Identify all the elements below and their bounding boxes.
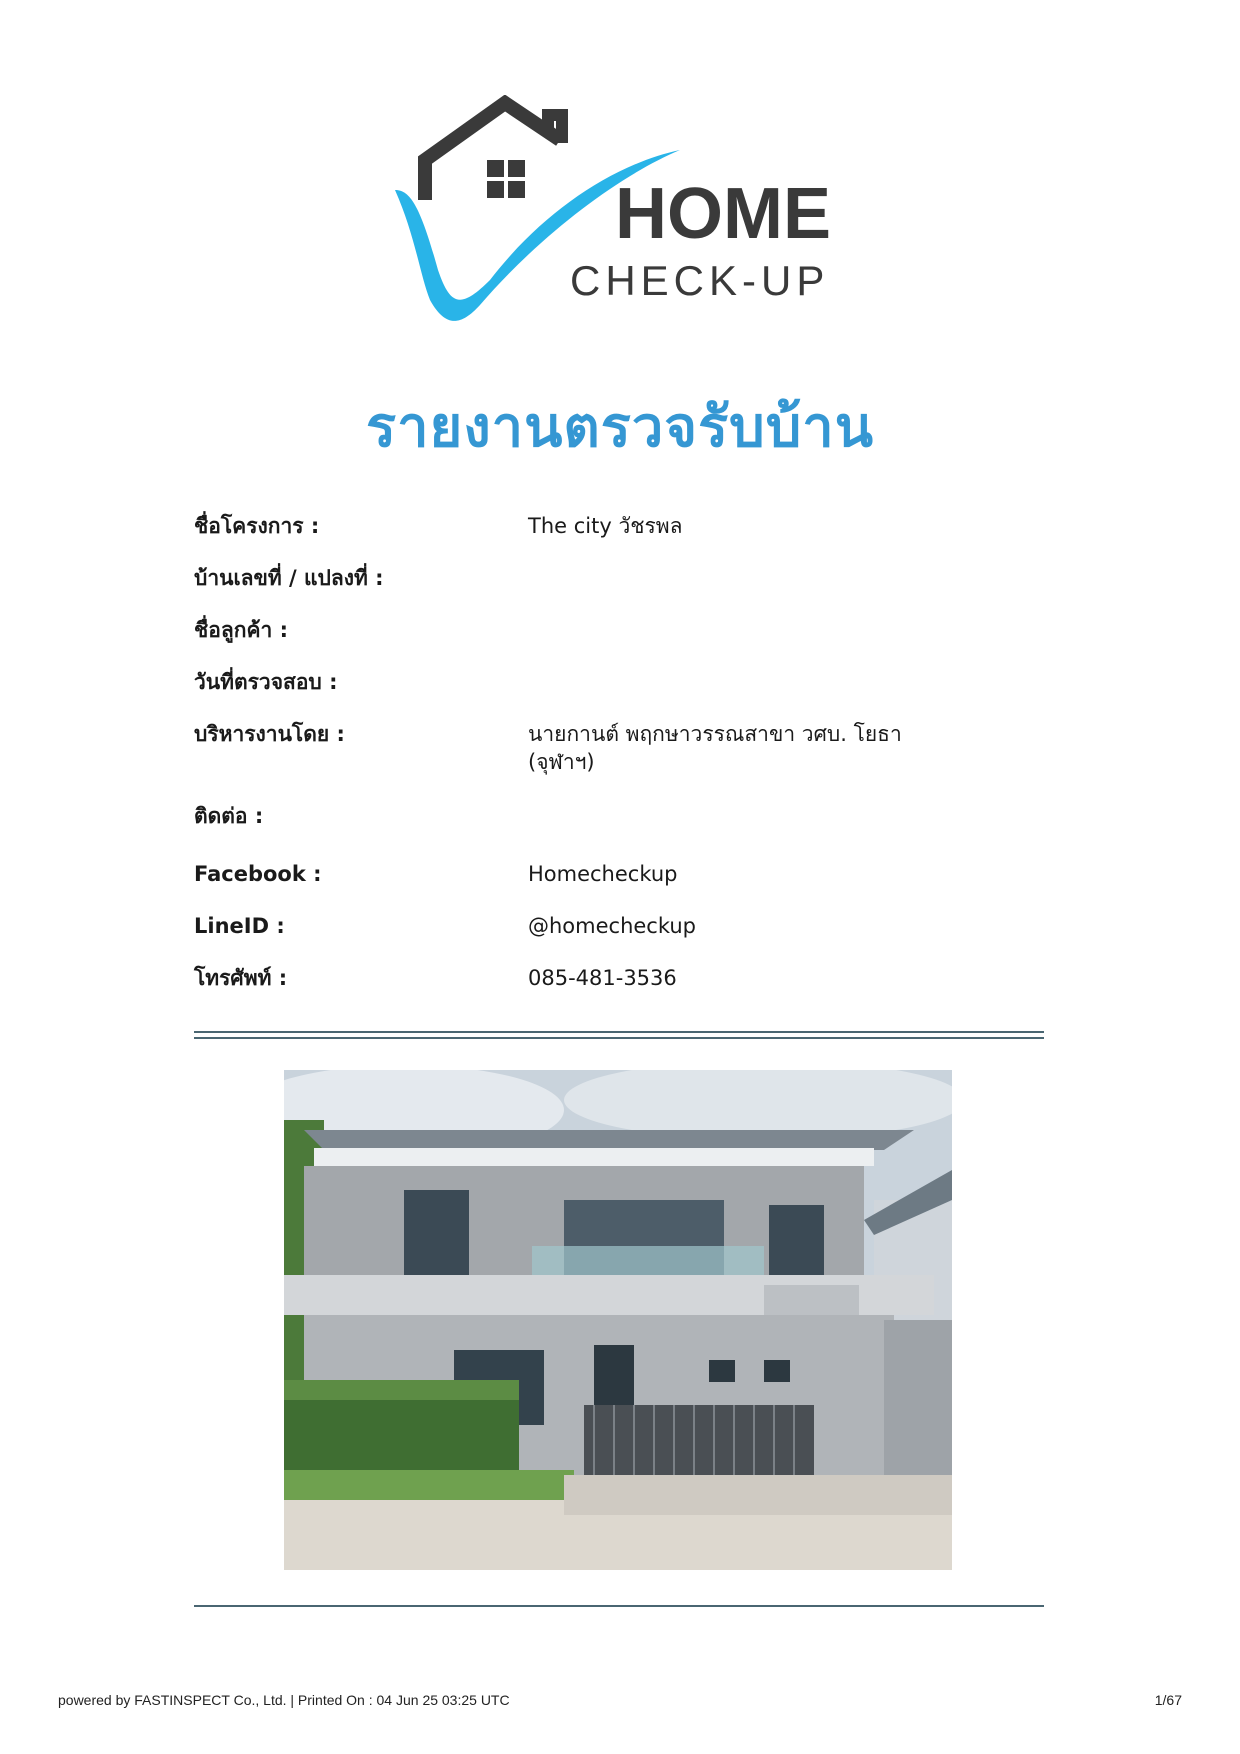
phone-value: 085-481-3536	[528, 966, 677, 990]
page-number: 1/67	[1154, 1692, 1182, 1708]
footer-printed-info: powered by FASTINSPECT Co., Ltd. | Printed On : 04 Jun 25 03:25 UTC	[58, 1692, 510, 1708]
info-row-facebook	[194, 860, 1044, 912]
house-photo	[284, 1070, 952, 1570]
facebook-value: Homecheckup	[528, 862, 678, 886]
customer-label: ชื่อลูกค้า :	[194, 618, 288, 642]
home-checkup-logo	[390, 95, 850, 325]
info-row-lineid	[194, 912, 1044, 964]
report-title: รายงานตรวจรับบ้าน	[365, 395, 874, 460]
managed-by-value: นายกานต์ พฤกษาวรรณสาขา วศบ. โยธา (จุฬาฯ)	[528, 722, 902, 774]
info-row-managed-by	[194, 720, 1044, 802]
logo-icon	[390, 95, 850, 325]
house-photo-icon	[284, 1070, 952, 1570]
phone-label: โทรศัพท์ :	[194, 966, 288, 990]
double-divider	[194, 1031, 1044, 1039]
single-divider	[194, 1605, 1044, 1607]
lineid-value: @homecheckup	[528, 914, 697, 938]
contact-label: ติดต่อ :	[194, 804, 264, 828]
info-row-inspection-date	[194, 668, 1044, 720]
project-label: ชื่อโครงการ :	[194, 514, 320, 538]
managed-by-label: บริหารงานโดย :	[194, 722, 345, 746]
info-row-project	[194, 512, 1044, 564]
info-row-contact	[194, 802, 1044, 860]
project-info-table	[194, 512, 1044, 1016]
facebook-label: Facebook :	[194, 862, 322, 886]
info-row-phone	[194, 964, 1044, 1016]
info-row-customer	[194, 616, 1044, 668]
house-number-label: บ้านเลขที่ / แปลงที่ :	[194, 566, 384, 590]
project-value: The city วัชรพล	[528, 514, 683, 538]
lineid-label: LineID :	[194, 914, 285, 938]
svg-text:HOME: HOME	[615, 174, 831, 254]
page-footer	[58, 1692, 1182, 1708]
info-row-house-number	[194, 564, 1044, 616]
svg-text:CHECK-UP: CHECK-UP	[570, 257, 830, 304]
inspection-date-label: วันที่ตรวจสอบ :	[194, 670, 338, 694]
